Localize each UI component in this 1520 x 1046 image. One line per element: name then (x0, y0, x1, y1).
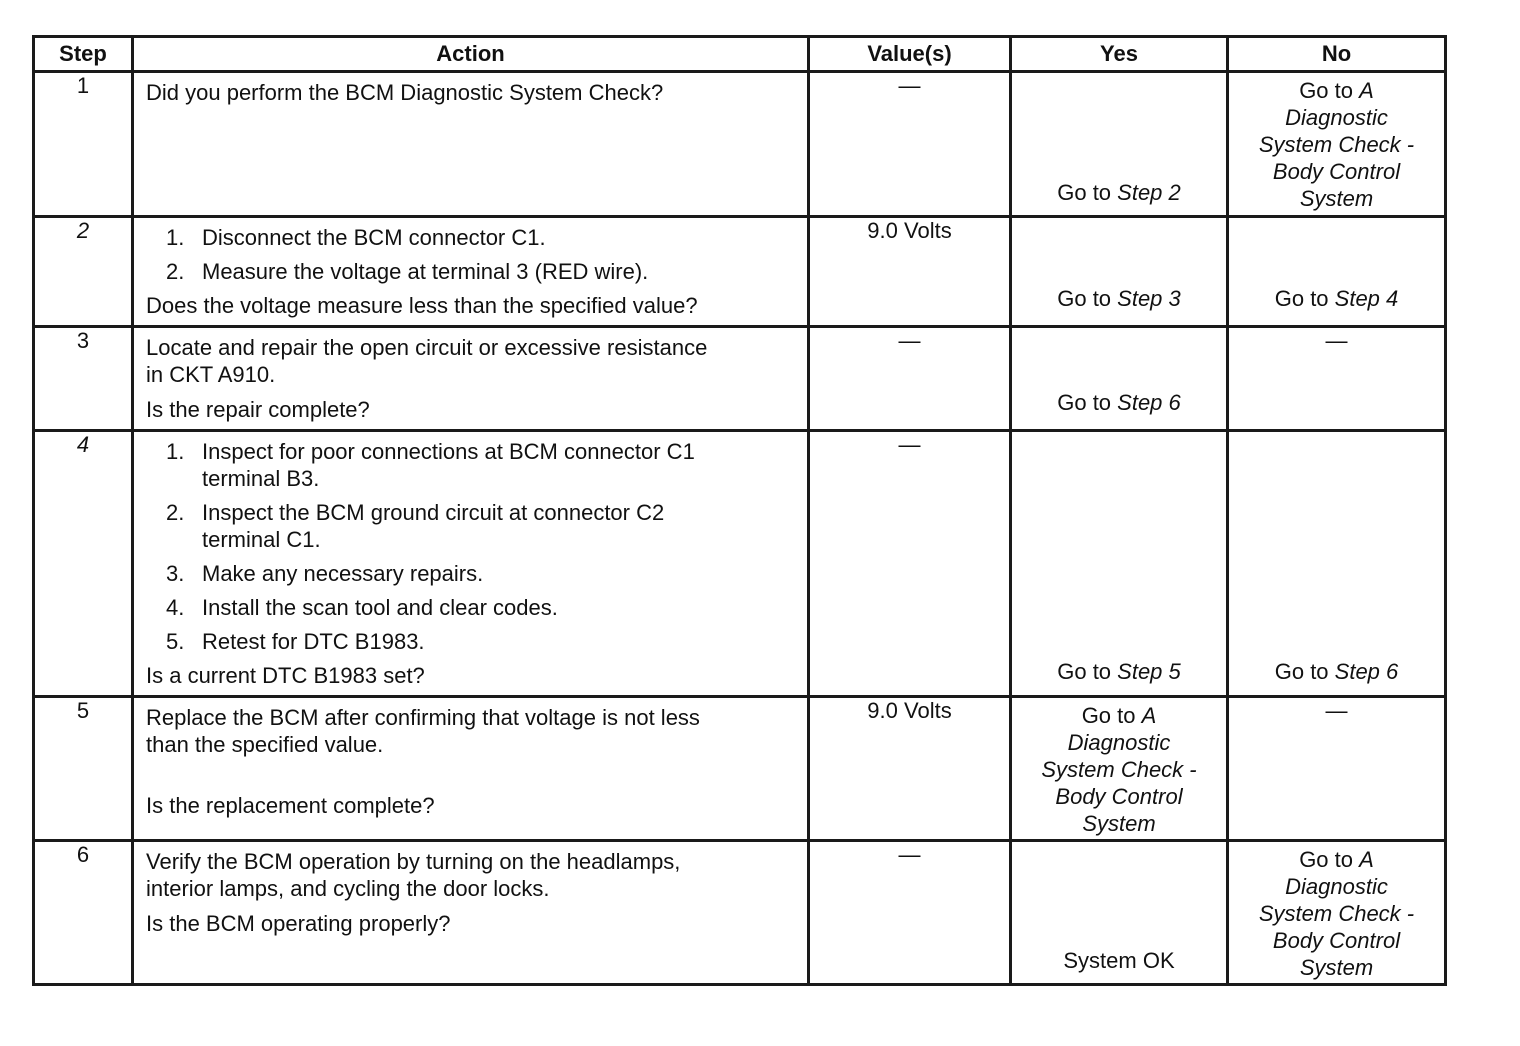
no-cell (1228, 841, 1446, 985)
action-item: 1. Inspect for poor connections at BCM connector C1 terminal B3. (166, 439, 695, 491)
table-row (34, 327, 1446, 431)
step-number: 6 (34, 841, 133, 985)
no-goto[interactable]: Go to A Diagnostic System Check - Body Control System (1258, 78, 1415, 211)
table-row (34, 841, 1446, 985)
value-cell: — (809, 327, 1011, 431)
value-cell: — (809, 72, 1011, 217)
action-question: Did you perform the BCM Diagnostic System Check? (146, 80, 664, 105)
action-item: 2. Inspect the BCM ground circuit at connector C2 terminal C1. (166, 500, 665, 552)
action-line: in CKT A910. (146, 362, 276, 387)
value-cell: 9.0 Volts (809, 697, 1011, 841)
yes-result[interactable]: System OK (1063, 948, 1175, 973)
action-line: Replace the BCM after confirming that voltage is not less (146, 705, 700, 730)
table-row (34, 72, 1446, 217)
yes-cell (1011, 217, 1228, 327)
yes-goto[interactable]: Go to Step 6 (1057, 390, 1181, 415)
no-goto[interactable]: Go to A Diagnostic System Check - Body Control System (1258, 847, 1415, 980)
no-cell (1228, 72, 1446, 217)
yes-goto[interactable]: Go to A Diagnostic System Check - Body Control System (1041, 703, 1197, 836)
action-cell (133, 841, 809, 985)
header-no: No (1228, 37, 1446, 72)
header-values: Value(s) (809, 37, 1011, 72)
diagnostic-table (32, 35, 1447, 986)
action-question: Is a current DTC B1983 set? (146, 663, 425, 688)
action-line: Locate and repair the open circuit or excessive resistance (146, 335, 708, 360)
action-cell (133, 431, 809, 697)
value-cell: — (809, 841, 1011, 985)
table-row (34, 431, 1446, 697)
no-goto[interactable]: Go to Step 6 (1274, 659, 1399, 684)
yes-goto[interactable]: Go to Step 5 (1057, 659, 1181, 684)
action-line: than the specified value. (146, 732, 384, 757)
table-row (34, 217, 1446, 327)
yes-cell (1011, 431, 1228, 697)
action-item: 4. Install the scan tool and clear codes. (166, 595, 558, 620)
value-cell: 9.0 Volts (809, 217, 1011, 327)
step-number: 4 (34, 431, 133, 697)
no-cell (1228, 431, 1446, 697)
header-step: Step (34, 37, 133, 72)
yes-cell (1011, 327, 1228, 431)
action-item: 2. Measure the voltage at terminal 3 (RED wire). (166, 259, 649, 284)
action-cell (133, 697, 809, 841)
action-question: Is the repair complete? (146, 397, 370, 422)
action-item: 1. Disconnect the BCM connector C1. (166, 225, 546, 250)
header-yes: Yes (1011, 37, 1228, 72)
no-cell: — (1228, 697, 1446, 841)
yes-cell (1011, 72, 1228, 217)
action-item: 5. Retest for DTC B1983. (166, 629, 425, 654)
yes-cell (1011, 697, 1228, 841)
no-goto[interactable]: Go to Step 4 (1274, 286, 1399, 311)
step-number: 5 (34, 697, 133, 841)
action-cell (133, 72, 809, 217)
no-cell (1228, 217, 1446, 327)
action-line: Verify the BCM operation by turning on the headlamps, (146, 849, 681, 874)
header-row (34, 37, 1446, 72)
action-line: interior lamps, and cycling the door locks. (146, 876, 550, 901)
table-row (34, 697, 1446, 841)
step-number: 1 (34, 72, 133, 217)
action-question: Is the replacement complete? (146, 793, 435, 818)
no-cell: — (1228, 327, 1446, 431)
yes-cell (1011, 841, 1228, 985)
yes-goto[interactable]: Go to Step 3 (1057, 286, 1181, 311)
action-item: 3. Make any necessary repairs. (166, 561, 484, 586)
step-number: 2 (34, 217, 133, 327)
action-question: Does the voltage measure less than the specified value? (146, 293, 698, 318)
header-action: Action (133, 37, 809, 72)
step-number: 3 (34, 327, 133, 431)
value-cell: — (809, 431, 1011, 697)
yes-goto[interactable]: Go to Step 2 (1057, 180, 1181, 205)
action-cell (133, 327, 809, 431)
action-question: Is the BCM operating properly? (146, 911, 451, 936)
action-cell (133, 217, 809, 327)
